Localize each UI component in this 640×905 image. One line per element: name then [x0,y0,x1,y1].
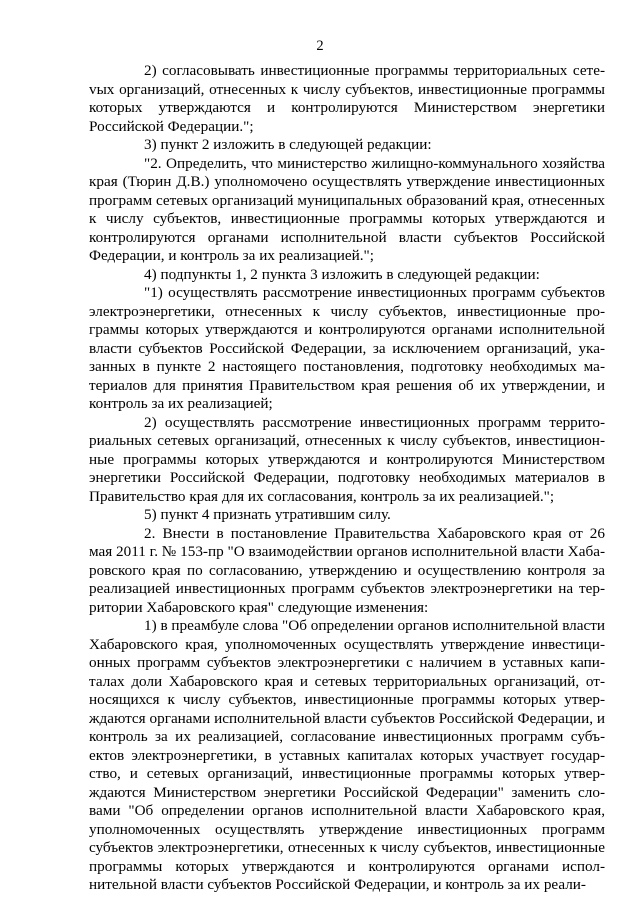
paragraph: 2. Внести в постановление Правительства Хабаровского края от 26 мая 2011 г. № 153-пр "О взаимодействии органов исполнительной власти Хабаровского края по согласованию, утверждению и осуществлению контроля за реализацией инвестиционных программ субъектов электроэнергетики на территории Хабаровского края" следующие изменения: [89,524,605,616]
paragraph: 1) в преамбуле слова "Об определении органов исполнительной власти Хабаровского края, уполномоченных осуществлять утверждение инвестиционных программ субъектов электроэнергетики с наличием в уставных капиталах доли Хабаровского края и сетевых территориальных организаций, относящихся к числу субъектов, инвестиционные программы которых утверждаются органами исполнительной власти субъектов Российской Федерации, и контроль за их реализацией, согласование инвестиционных программ субъектов электроэнергетики, в уставных капиталах которых участвует государство, и сетевых организаций, инвестиционные программы которых утверждаются Министерством энергетики Российской Федерации" заменить словами "Об определении органов исполнительной власти Хабаровского края, уполномоченных осуществлять утверждение инвестиционных программ субъектов электроэнергетики, отнесенных к числу субъектов, инвестиционные программы которых утверждаются и контролируются органами исполнительной власти субъектов Российской Федерации, и контроль за их реали- [89,617,605,893]
paragraph: "2. Определить, что министерство жилищно-коммунального хозяйства края (Тюрин Д.В.) уполномочено осуществлять утверждение инвестиционных программ сетевых организаций муниципальных образований края, отнесенных к числу субъектов, инвестиционные программы которых утверждаются и контролируются органами исполнительной власти субъектов Российской Федерации, и контроль за их реализацией."; [89,154,605,264]
paragraph: 2) осуществлять рассмотрение инвестиционных программ территориальных сетевых организаций, отнесенных к числу субъектов, инвестиционные программы которых утверждаются и контролируются Министерством энергетики Российской Федерации, подготовку необходимых материалов в Правительство края для их согласования, контроль за их реализацией."; [89,413,605,505]
paragraph: 5) пункт 4 признать утратившим силу. [144,506,391,523]
paragraph: 4) подпункты 1, 2 пункта 3 изложить в следующей редакции: [144,265,540,283]
document-body [89,62,605,895]
paragraph: 2) согласовывать инвестиционные программы территориальных сетеvых организаций, отнесенных к числу субъектов, инвестиционные программы которых утверждаются и контролируются Министерством энергетики Российской Федерации."; [89,62,605,135]
page-number: 2 [316,38,324,54]
paragraph: "1) осуществлять рассмотрение инвестиционных программ субъектов электроэнергетики, отнесенных к числу субъектов, инвестиционные программы которых утверждаются и контролируются органами исполнительной власти субъектов Российской Федерации, за исключением организаций, указанных в пункте 2 настоящего постановления, подготовку необходимых материалов для принятия Правительством края решения об их утверждении, и контроль за их реализацией; [89,284,605,412]
paragraph: 3) пункт 2 изложить в следующей редакции: [144,136,432,153]
